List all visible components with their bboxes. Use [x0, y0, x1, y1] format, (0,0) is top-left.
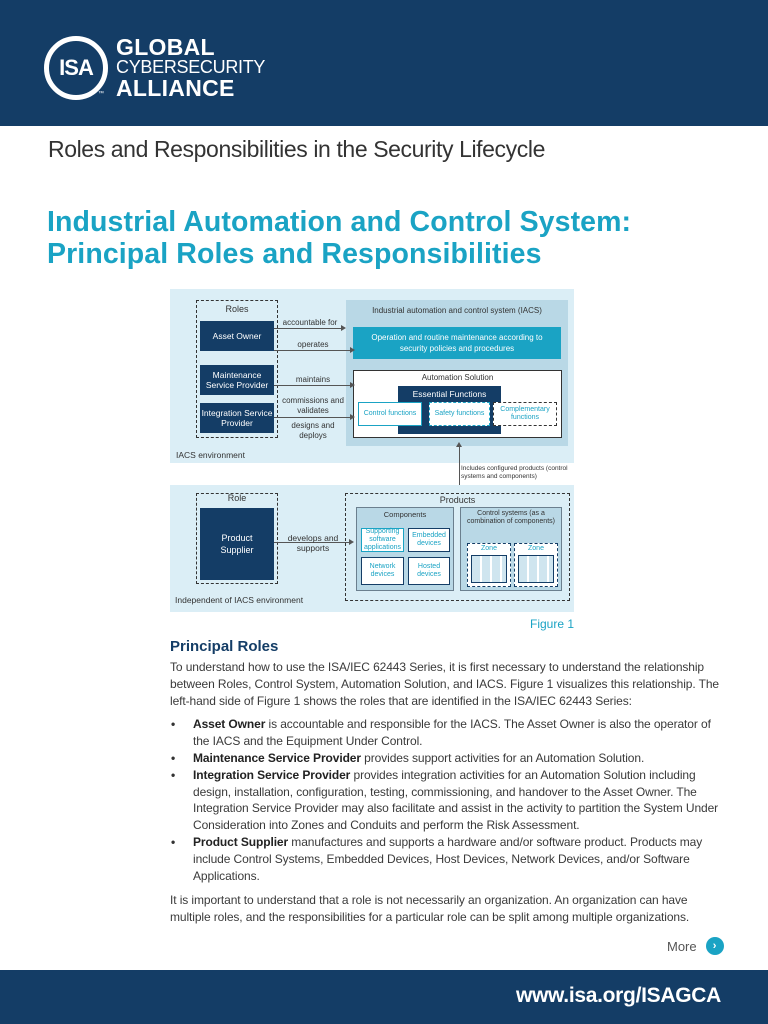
operates-arrow-line	[274, 350, 352, 351]
principal-roles-section	[170, 638, 730, 926]
includes-label: Includes configured products (control systems and components)	[461, 465, 568, 480]
essential-functions-box: Essential Functions	[398, 386, 501, 434]
more-link[interactable]	[667, 937, 724, 955]
components-label: Components	[383, 510, 427, 519]
footer-url-link[interactable]: www.isa.org/ISAGCA	[515, 984, 721, 1007]
embedded-devices-box: Embedded devices	[408, 528, 450, 552]
list-item	[170, 716, 730, 750]
zone-label-2: Zone	[528, 545, 544, 552]
zone-devices-icon-2	[518, 555, 554, 583]
page-title	[47, 206, 747, 270]
accountable-label: accountable for	[282, 318, 338, 327]
list-item	[170, 750, 730, 767]
commissions-arrow-line	[274, 417, 352, 418]
logo-line-alliance: ALLIANCE	[116, 75, 235, 101]
iacs-title: Industrial automation and control system (IACS)	[372, 306, 542, 315]
product-supplier-box: Product Supplier	[200, 508, 274, 580]
footer-banner	[0, 970, 768, 1024]
control-functions-box: Control functions	[358, 402, 422, 426]
develops-label: develops and supports	[287, 533, 339, 553]
operates-label: operates	[297, 340, 329, 349]
products-label: Products	[439, 495, 476, 505]
operates-arrowhead	[350, 347, 355, 353]
title-line-1: Industrial Automation and Control System:	[47, 206, 632, 238]
maintains-arrow-line	[274, 385, 352, 386]
bullet-term: Maintenance Service Provider	[193, 750, 361, 765]
intro-paragraph: To understand how to use the ISA/IEC 62443 Series, it is first necessary to understand the relationship between Roles, Control System, Automation Solution, and IACS. Figure 1 visualizes this relationship. The left-hand side of Figure 1 shows the roles that are identified in the ISA/IEC 62443 Series:	[170, 660, 720, 708]
asset-owner-box: Asset Owner	[200, 321, 274, 351]
accountable-arrow-line	[274, 328, 342, 329]
network-devices-box: Network devices	[361, 557, 404, 585]
safety-functions-box: Safety functions	[429, 402, 490, 426]
bullet-text: manufactures and supports a hardware and/or software product. Products may include Control Systems, Embedded Devices, Host Devices, Network Devices, and/or Software Applications.	[193, 834, 703, 883]
maintenance-provider-box: Maintenance Service Provider	[200, 365, 274, 395]
bullet-term: Asset Owner	[193, 717, 266, 732]
roles-diagram	[170, 289, 574, 612]
zone-devices-icon-1	[471, 555, 507, 583]
automation-solution-label: Automation Solution	[421, 373, 494, 382]
bullet-term: Product Supplier	[193, 834, 289, 849]
figure-caption: Figure 1	[530, 617, 575, 631]
logo-wordmark	[116, 36, 265, 99]
bullet-text: provides support activities for an Automation Solution.	[360, 750, 645, 765]
logo-trademark: ™	[98, 91, 104, 97]
list-item	[170, 834, 730, 884]
bullet-term: Integration Service Provider	[193, 767, 351, 782]
complementary-functions-box: Complementary functions	[493, 402, 557, 426]
logo-mark: ISA	[59, 55, 93, 80]
hosted-devices-box: Hosted devices	[408, 557, 450, 585]
title-line-2: Principal Roles and Responsibilities	[47, 238, 542, 270]
zone-label-1: Zone	[481, 545, 497, 552]
bullet-text: is accountable and responsible for the IACS. The Asset Owner is also the operator of the IACS and the Equipment Under Control.	[193, 717, 711, 749]
page-subtitle: Roles and Responsibilities in the Security Lifecycle	[48, 136, 545, 162]
chevron-right-icon[interactable]: ›	[706, 937, 724, 955]
roles-list	[170, 716, 730, 884]
roles-header: Roles	[225, 304, 249, 314]
bullet-text: provides integration activities for an Automation Solution including design, installation, configuration, testing, commissioning, and handover to the Asset Owner. The Integration Service Provider may also facilitate and assist in the activity to partition the System Under Consideration into Zones and Conduits and perform the Risk Assessment.	[193, 767, 719, 833]
independent-label: Independent of IACS environment	[175, 595, 304, 605]
commissions-label: commissions and validates	[282, 396, 344, 415]
commissions-arrowhead	[350, 414, 355, 420]
logo-line-global: GLOBAL	[116, 34, 215, 60]
maintains-arrowhead	[350, 382, 355, 388]
integration-provider-box: Integration Service Provider	[200, 403, 274, 433]
maintains-label: maintains	[295, 375, 331, 384]
more-label[interactable]: More	[667, 938, 697, 954]
logo-line-cybersecurity: CYBERSECURITY	[116, 57, 266, 77]
closing-paragraph: It is important to understand that a role is not necessarily an organization. An organization can have multiple roles, and the responsibilities for a particular role can be split among multiple organizations.	[170, 893, 690, 925]
header-banner	[0, 0, 768, 126]
includes-arrowhead	[456, 442, 462, 447]
iacs-environment-label: IACS environment	[176, 450, 245, 460]
list-item	[170, 767, 730, 834]
designs-label: designs and deploys	[291, 421, 335, 440]
role-header: Role	[227, 493, 247, 503]
control-systems-label: Control systems (as a combination of components)	[467, 510, 555, 525]
operation-box: Operation and routine maintenance according to security policies and procedures	[353, 327, 561, 359]
supporting-software-box: Supporting software applications	[361, 528, 404, 552]
section-heading: Principal Roles	[170, 638, 279, 655]
